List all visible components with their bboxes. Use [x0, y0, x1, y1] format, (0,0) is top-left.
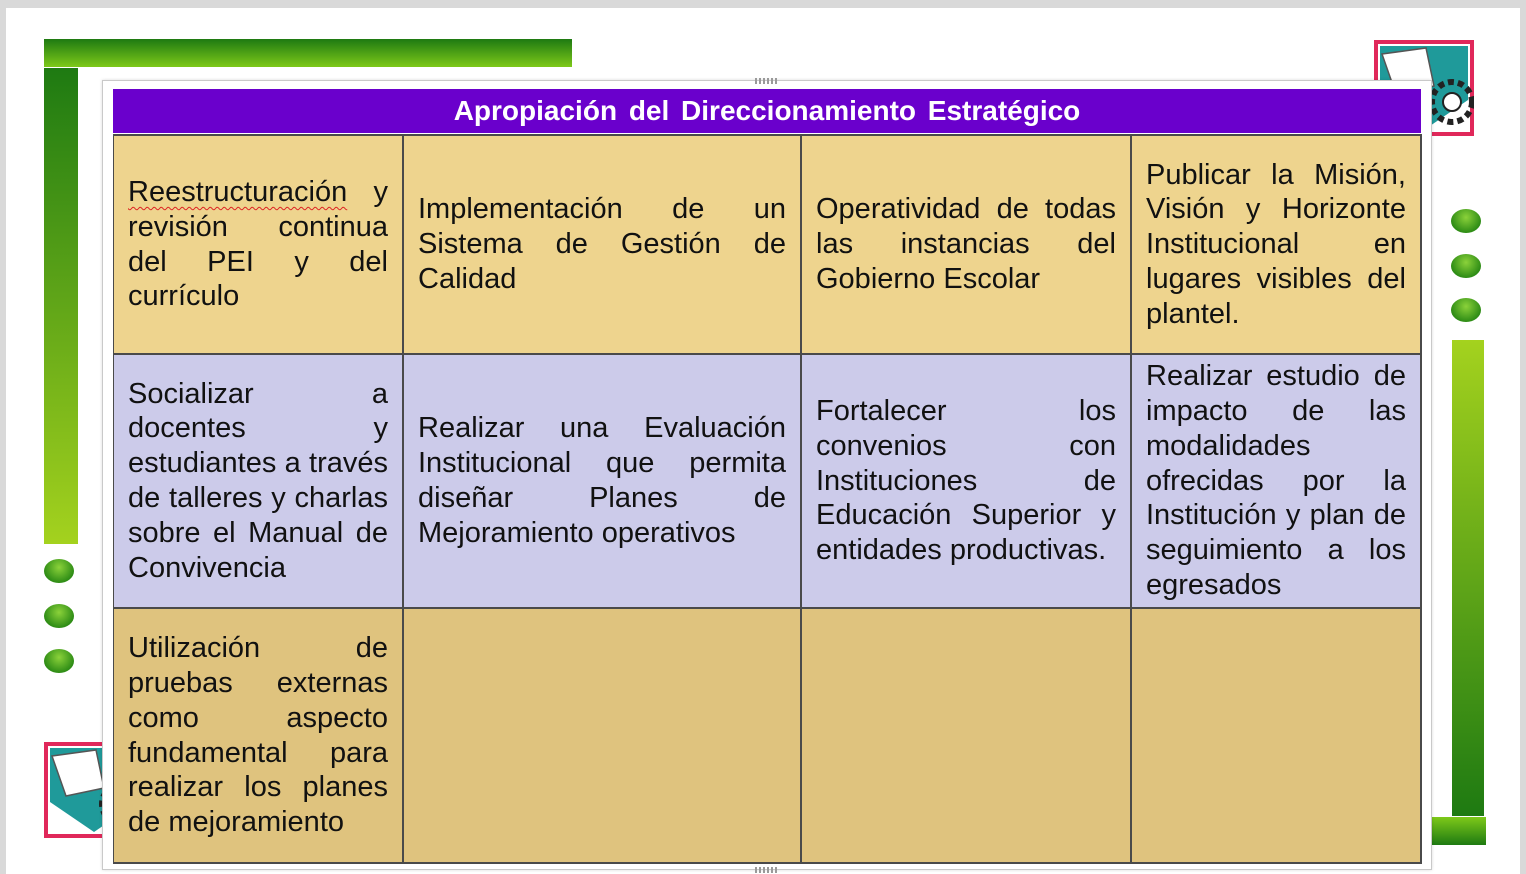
- cell-text: Utilización de pruebas externas como aspecto fundamental para realizar los planes de mejoramiento: [128, 632, 388, 839]
- decor-bar-top: [44, 39, 572, 67]
- table-cell[interactable]: [114, 134, 404, 353]
- decor-bar-right: [1452, 340, 1484, 816]
- resize-handle-top[interactable]: [755, 78, 777, 84]
- decor-bar-bottom: [1426, 817, 1486, 845]
- strategy-table[interactable]: [102, 80, 1432, 870]
- decor-bar-left: [44, 68, 78, 544]
- cell-text: Implementación de un Sistema de Gestión de Calidad: [418, 193, 786, 295]
- green-dot-icon: [1451, 298, 1481, 322]
- cell-text: Operatividad de todas las instancias del Gobierno Escolar: [816, 193, 1116, 295]
- table-grid: [113, 134, 1422, 864]
- table-cell[interactable]: [1132, 134, 1422, 353]
- green-dot-icon: [44, 559, 74, 583]
- table-cell[interactable]: [802, 134, 1132, 353]
- resize-handle-bottom[interactable]: [755, 867, 777, 873]
- green-dot-icon: [1451, 209, 1481, 233]
- table-title: Apropiación del Direccionamiento Estratégico: [113, 89, 1421, 133]
- table-cell[interactable]: [1132, 353, 1422, 607]
- cell-text: Publicar la Misión, Visión y Horizonte Institucional en lugares visibles del plantel.: [1146, 158, 1406, 330]
- cell-text: Realizar estudio de impacto de las modalidades ofrecidas por la Institución y plan de seguimiento a los egresados: [1146, 360, 1406, 601]
- table-cell[interactable]: [802, 353, 1132, 607]
- table-cell-empty[interactable]: [404, 607, 802, 862]
- green-dot-icon: [44, 649, 74, 673]
- cell-text: y revisión continua del PEI y del currículo: [128, 175, 388, 313]
- cell-text: Fortalecer los convenios con Instituciones de Educación Superior y entidades productivas.: [816, 395, 1116, 567]
- green-dot-icon: [1451, 254, 1481, 278]
- cell-text: Socializar a docentes y estudiantes a través de talleres y charlas sobre el Manual de Convivencia: [128, 377, 388, 584]
- green-dot-icon: [44, 604, 74, 628]
- table-cell[interactable]: [114, 607, 404, 862]
- table-cell-empty[interactable]: [1132, 607, 1422, 862]
- table-cell[interactable]: [404, 134, 802, 353]
- cell-lead-text: Reestructuración: [128, 175, 348, 208]
- slide: [6, 8, 1520, 874]
- cell-text: Realizar una Evaluación Institucional que permita diseñar Planes de Mejoramiento operativos: [418, 412, 786, 549]
- table-cell[interactable]: [404, 353, 802, 607]
- table-cell-empty[interactable]: [802, 607, 1132, 862]
- table-cell[interactable]: [114, 353, 404, 607]
